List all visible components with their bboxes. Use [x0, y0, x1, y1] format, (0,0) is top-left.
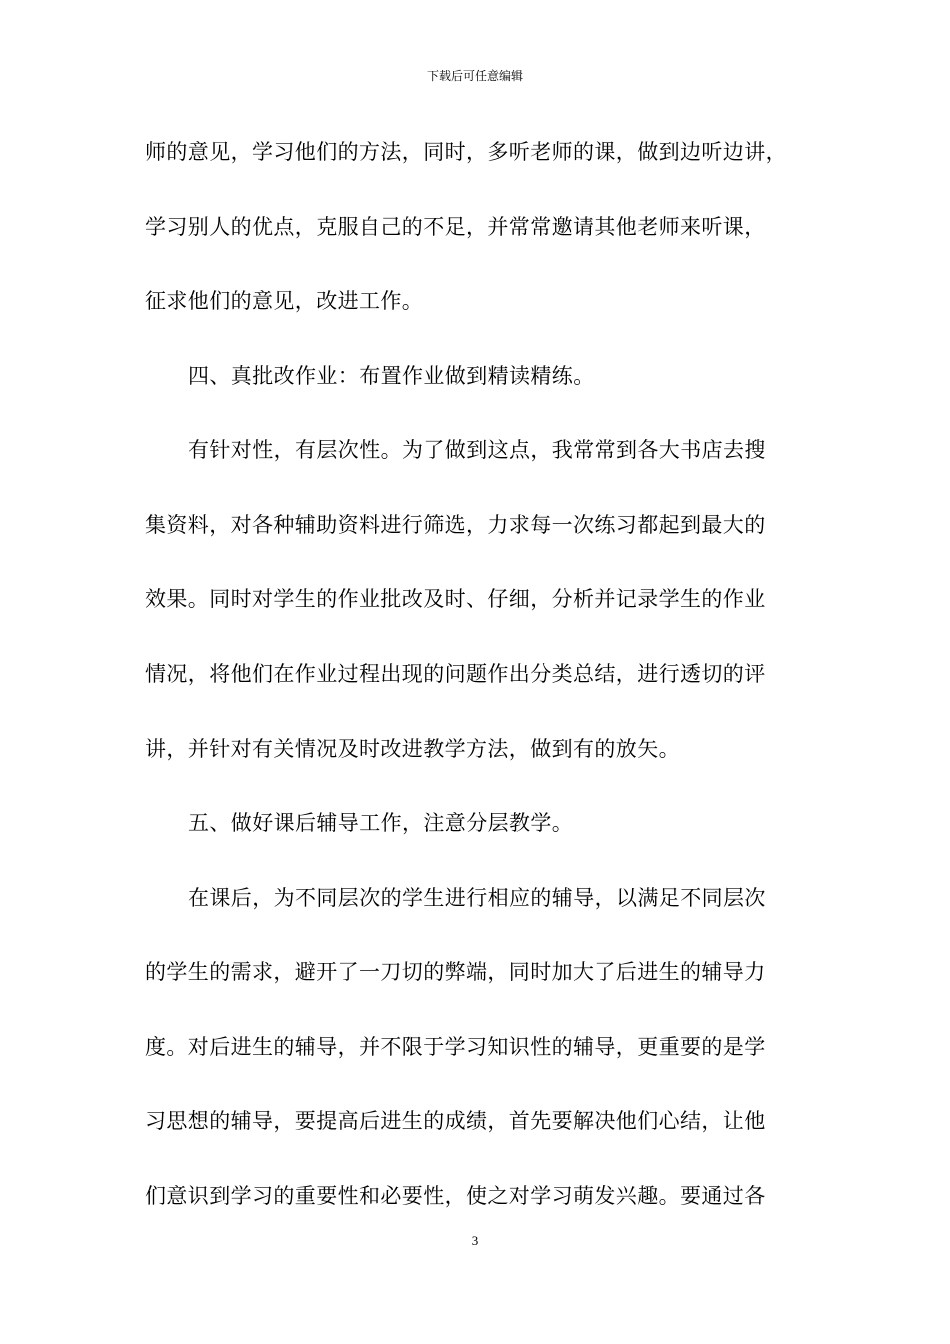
body-line-6: 集资料，对各种辅助资料进行筛选，力求每一次练习都起到最大的 [145, 513, 766, 537]
body-line-13: 度。对后进生的辅导，并不限于学习知识性的辅导，更重要的是学 [145, 1035, 766, 1059]
body-line-1: 师的意见，学习他们的方法，同时，多听老师的课，做到边听边讲， [145, 140, 787, 164]
body-line-7: 效果。同时对学生的作业批改及时、仔细，分析并记录学生的作业 [145, 587, 766, 611]
body-line-14: 习思想的辅导，要提高后进生的成绩，首先要解决他们心结，让他 [145, 1109, 766, 1133]
section-heading-5: 五、做好课后辅导工作，注意分层教学。 [188, 811, 574, 835]
body-line-9: 讲，并针对有关情况及时改进教学方法，做到有的放矢。 [145, 737, 680, 761]
body-line-3: 征求他们的意见，改进工作。 [145, 289, 424, 313]
body-line-15: 们意识到学习的重要性和必要性，使之对学习萌发兴趣。要通过各 [145, 1184, 766, 1208]
section-heading-4: 四、真批改作业：布置作业做到精读精练。 [188, 364, 595, 388]
body-line-2: 学习别人的优点，克服自己的不足，并常常邀请其他老师来听课， [145, 215, 766, 239]
body-line-11: 在课后，为不同层次的学生进行相应的辅导，以满足不同层次 [188, 886, 766, 910]
page-number: 3 [471, 1233, 479, 1248]
body-line-8: 情况，将他们在作业过程出现的问题作出分类总结，进行透切的评 [145, 662, 766, 686]
page-header: 下载后可任意编辑 [426, 69, 523, 83]
body-line-5: 有针对性，有层次性。为了做到这点，我常常到各大书店去搜 [188, 438, 766, 462]
body-line-12: 的学生的需求，避开了一刀切的弊端，同时加大了后进生的辅导力 [145, 960, 766, 984]
